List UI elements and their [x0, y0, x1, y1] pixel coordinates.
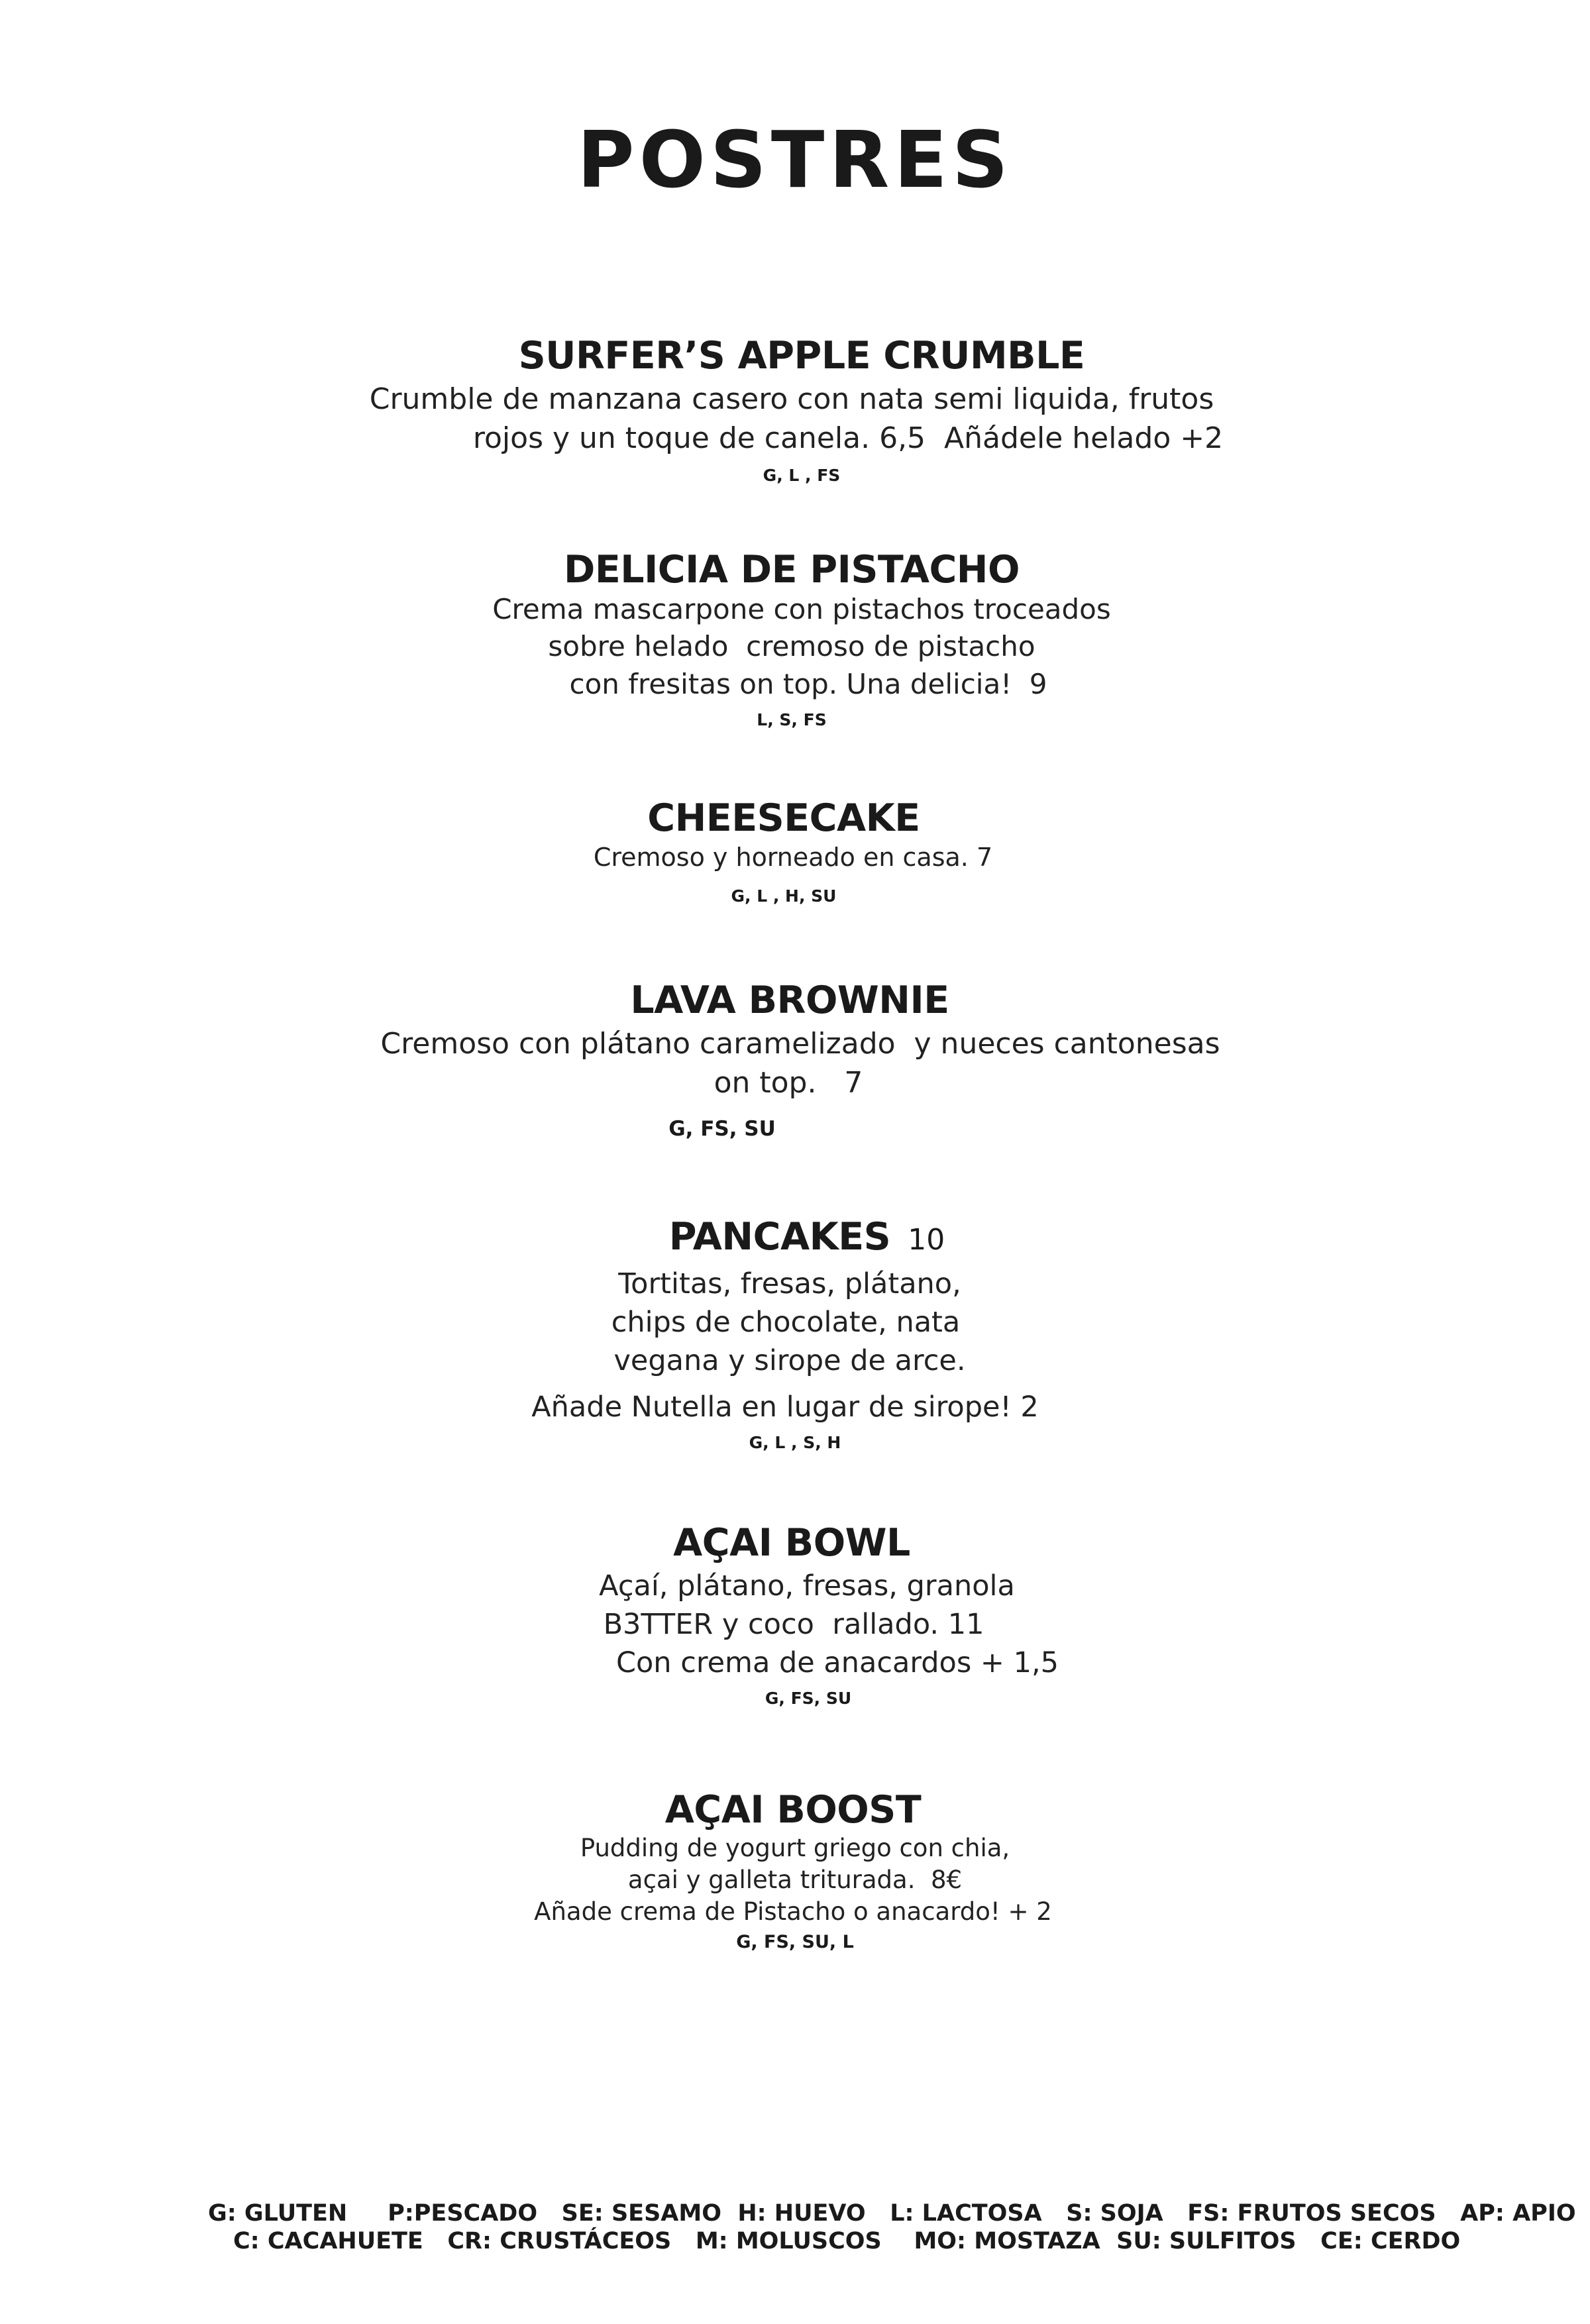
item-description-line: Crumble de manzana casero con nata semi liquida, frutos: [369, 382, 1214, 416]
item-description-line: Crema mascarpone con pistachos troceados: [492, 592, 1111, 625]
menu-item-delicia-pistacho: [0, 549, 1590, 730]
allergen-legend-line: C: CACAHUETE CR: CRUSTÁCEOS M: MOLUSCOS MO: MOSTAZA SU: SULFITOS CE: CERDO: [233, 2228, 1461, 2254]
item-description-line: on top. 7: [714, 1065, 863, 1100]
item-description-line: Añade Nutella en lugar de sirope! 2: [531, 1390, 1039, 1424]
item-description-line: con fresitas on top. Una delicia! 9: [569, 667, 1047, 700]
item-description-line: açai y galleta triturada. 8€: [627, 1865, 963, 1894]
item-allergens: G, FS, SU, L: [736, 1931, 854, 1952]
item-description-line: Con crema de anacardos + 1,5: [615, 1646, 1059, 1679]
menu-item-acai-boost: [0, 1789, 1590, 1953]
menu-item-apple-crumble: [0, 335, 1590, 486]
item-description-line: Tortitas, fresas, plátano,: [618, 1267, 961, 1300]
menu-item-pancakes: [0, 1216, 1590, 1453]
item-description-line: sobre helado cremoso de pistacho: [548, 630, 1035, 663]
item-allergens: G, L , H, SU: [731, 886, 837, 906]
menu-item-lava-brownie: [0, 979, 1590, 1142]
item-name: [12, 1216, 1590, 1259]
item-name: AÇAI BOOST: [664, 1788, 922, 1832]
item-name: AÇAI BOWL: [673, 1521, 910, 1565]
item-description-line: rojos y un toque de canela. 6,5 Añádele helado +2: [472, 421, 1224, 455]
item-description-line: Pudding de yogurt griego con chia,: [580, 1833, 1010, 1862]
item-description-line: Cremoso con plátano caramelizado y nueces cantonesas: [380, 1026, 1220, 1061]
menu-item-acai-bowl: [0, 1522, 1590, 1709]
item-description-line: Añade crema de Pistacho o anacardo! + 2: [534, 1897, 1052, 1926]
item-allergens: G, L , S, H: [749, 1432, 841, 1452]
allergen-legend-line: G: GLUTEN P:PESCADO SE: SESAMO H: HUEVO L: LACTOSA S: SOJA FS: FRUTOS SECOS AP: APIO: [208, 2200, 1576, 2227]
item-name: DELICIA DE PISTACHO: [564, 548, 1020, 592]
item-name-text: PANCAKES: [668, 1215, 891, 1259]
item-name: CHEESECAKE: [647, 796, 920, 840]
page-title: POSTRES: [577, 114, 1013, 205]
item-price: 10: [908, 1223, 945, 1257]
item-allergens: G, FS, SU: [765, 1688, 852, 1708]
item-allergens: G, L , FS: [763, 466, 841, 486]
allergen-legend: [0, 2199, 1590, 2255]
item-allergens: L, S, FS: [757, 710, 827, 729]
item-description-line: B3TTER y coco rallado. 11: [603, 1607, 984, 1641]
item-description-line: vegana y sirope de arce.: [613, 1344, 966, 1377]
item-description-line: Cremoso y horneado en casa. 7: [593, 842, 993, 872]
item-description-line: Açaí, plátano, fresas, granola: [599, 1569, 1015, 1603]
menu-item-cheesecake: [0, 797, 1590, 906]
item-allergens: G, FS, SU: [668, 1117, 776, 1141]
item-name: SURFER’S APPLE CRUMBLE: [518, 334, 1085, 378]
item-description-line: chips de chocolate, nata: [611, 1305, 961, 1339]
item-name: LAVA BROWNIE: [630, 978, 949, 1022]
